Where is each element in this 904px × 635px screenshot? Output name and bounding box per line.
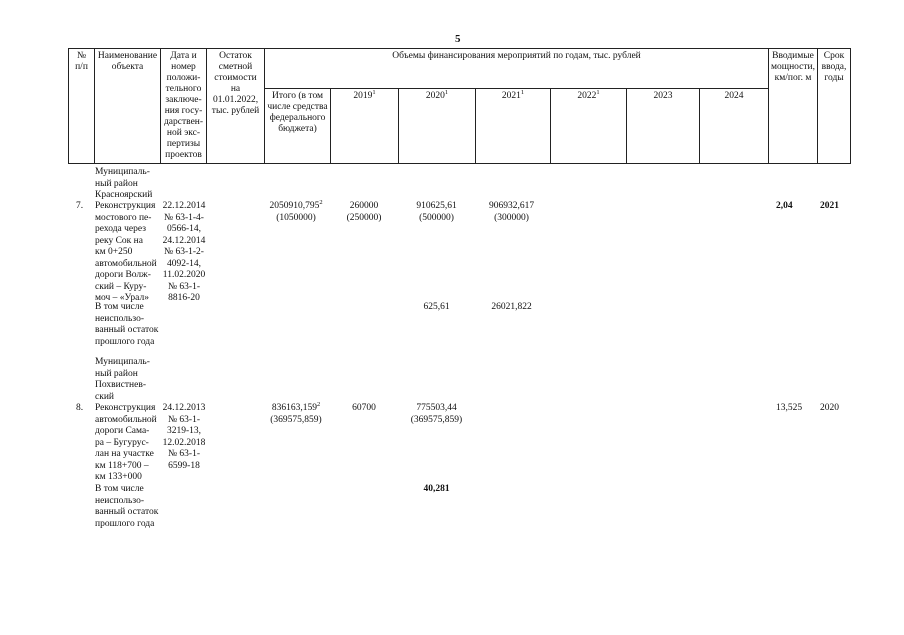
unused-2020: 625,61 <box>423 302 450 312</box>
value-2019: 60700 <box>352 403 376 413</box>
unused-remainder-label: В том числе неиспользо- ванный остаток прошлого года <box>95 484 159 529</box>
total-federal: (369575,859) <box>270 414 322 425</box>
header-remainder: Остаток сметной стоимости на 01.01.2022, тыс. рублей <box>207 49 265 164</box>
amount-2021: 906932,617 <box>488 201 535 211</box>
header-capacity: Вводимые мощности, км/пог. м <box>769 49 818 164</box>
row-number: 7. <box>76 201 84 211</box>
federal-2019: (250000) <box>346 212 382 223</box>
unused-2021: 26021,822 <box>491 302 532 312</box>
total-federal: (1050000) <box>276 212 316 223</box>
term-value: 2020 <box>820 403 839 413</box>
value-2020 <box>398 201 475 224</box>
amount-2020: 910625,61 <box>416 201 457 211</box>
expertise-date: 24.12.2013 № 63-1- 3219-13, 12.02.2018 № 63-1- 6599-18 <box>162 403 206 471</box>
page-number: 5 <box>455 33 461 45</box>
header-total: Итого (в том числе средства федерального бюджета) <box>265 89 331 164</box>
unused-remainder-label: В том числе неиспользо- ванный остаток прошлого года <box>95 302 159 347</box>
header-2020-sup: 1 <box>444 88 449 96</box>
unused-2020: 40,281 <box>423 484 450 494</box>
amount-2020: 775503,44 <box>416 403 457 413</box>
row-number: 8. <box>76 403 84 413</box>
value-2021 <box>474 201 549 224</box>
total-amount: 2050910,795 <box>269 201 320 211</box>
expertise-date: 22.12.2014 № 63-1-4- 0566-14, 24.12.2014 № 63-1-2- 4092-14, 11.02.2020 № 63-1- 8816-20 <box>162 201 206 303</box>
header-financing: Объемы финансирования мероприятий по годам, тыс. рублей <box>265 49 769 89</box>
capacity-value: 2,04 <box>776 201 793 211</box>
header-2022-label: 2022 <box>577 91 597 101</box>
header-object-name: Наименование объекта <box>95 49 161 164</box>
header-2019-label: 2019 <box>353 91 373 101</box>
value-2019 <box>330 201 398 224</box>
header-2023: 2023 <box>627 89 700 164</box>
district-label: Муниципаль- ный район Похвистнев- ский <box>95 357 150 402</box>
header-2022-sup: 1 <box>596 88 600 96</box>
federal-2020: (500000) <box>419 212 454 223</box>
object-name: Реконструкция мостового пе- рехода через реку Сок на км 0+250 автомобильной дороги Волж- ский – Куру- моч – «Урал» <box>95 201 157 303</box>
header-expertise-date: Дата и номер положи- тельного заключе- ния госу- дарствен- ной экс- пертизы проектов <box>161 49 207 164</box>
federal-2020: (369575,859) <box>410 414 463 425</box>
district-label: Муниципаль- ный район Красноярский <box>95 167 153 200</box>
header-2020-label: 2020 <box>425 91 445 101</box>
total-value <box>262 198 330 224</box>
total-value <box>262 400 330 426</box>
total-amount: 836163,159 <box>271 403 317 413</box>
header-2019-sup: 1 <box>372 88 376 96</box>
header-2021-label: 2021 <box>501 91 521 101</box>
term-value: 2021 <box>820 201 839 211</box>
footnote-mark: 2 <box>319 198 323 206</box>
federal-2021: (300000) <box>494 212 529 223</box>
capacity-value: 13,525 <box>776 403 803 413</box>
amount-2019: 260000 <box>349 201 379 211</box>
header-number: № п/п <box>69 49 95 164</box>
header-2024: 2024 <box>700 89 769 164</box>
header-2021-sup: 1 <box>520 88 525 96</box>
footnote-mark: 2 <box>316 400 321 408</box>
value-2020 <box>398 403 475 426</box>
object-name: Реконструкция автомобильной дороги Сама- ра – Бугурус- лан на участке км 118+700 – км 133+000 <box>95 403 157 482</box>
header-term: Срок ввода, годы <box>818 49 851 164</box>
